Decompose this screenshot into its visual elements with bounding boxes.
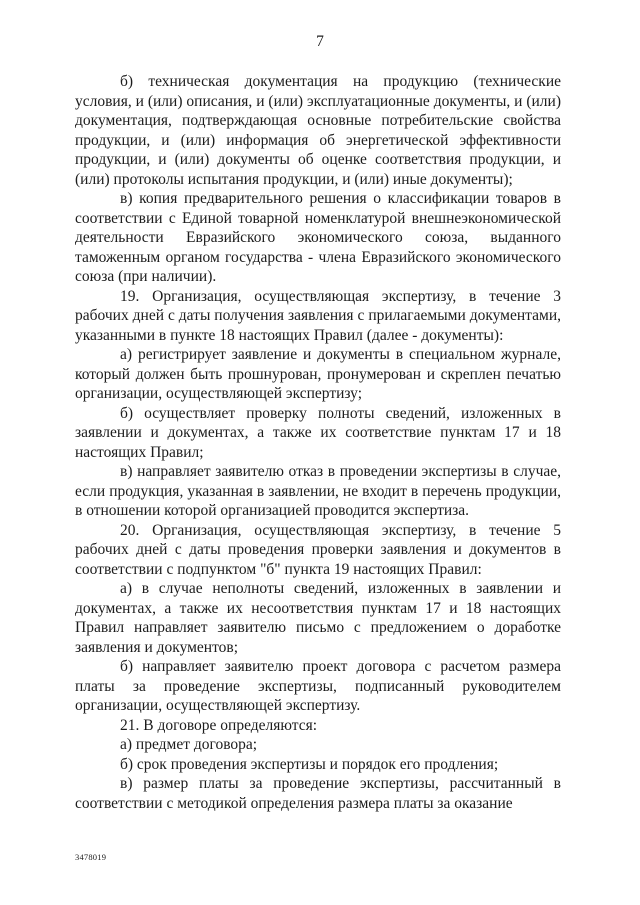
paragraph-20-b: б) направляет заявителю проект договора с расчетом размера платы за проведение экспертизы, подписанный руководителем организации, осуществляющей экспертизу. xyxy=(75,658,561,714)
paragraph-21-v: в) размер платы за проведение экспертизы, рассчитанный в соответствии с методикой определения размера платы за оказание xyxy=(75,775,561,812)
paragraph-20-a: а) в случае неполноты сведений, изложенных в заявлении и документах, а также их несоответствия пунктам 17 и 18 настоящих Правил направляет заявителю письмо с предложением о доработке заявления и документов; xyxy=(75,580,561,656)
paragraph-19-b: б) осуществляет проверку полноты сведений, изложенных в заявлении и документах, а также их соответствие пунктам 17 и 18 настоящих Правил; xyxy=(75,404,561,461)
paragraph-19-a: а) регистрирует заявление и документы в специальном журнале, который должен быть прошнурован, пронумерован и скреплен печатью организации, осуществляющей экспертизу; xyxy=(75,346,561,402)
page-number: 7 xyxy=(316,33,324,50)
paragraph-21: 21. В договоре определяются: xyxy=(120,716,318,734)
paragraph-19-v: в) направляет заявителю отказ в проведении экспертизы в случае, если продукция, указанная в заявлении, не входит в перечень продукции, в отношении которой организацией проводится экспертиза. xyxy=(75,463,561,519)
paragraph-21-a: а) предмет договора; xyxy=(120,736,258,753)
paragraph-18-v: в) копия предварительного решения о классификации товаров в соответствии с Единой товарной номенклатурой внешнеэкономической деятельности Евразийского экономического союза, выданного таможенным органом государства - члена Евразийского экономического союза (при наличии). xyxy=(75,190,561,285)
paragraph-18-b: б) техническая документация на продукцию (технические условия, и (или) описания, и (или) эксплуатационные документы, и (или) документация, подтверждающая основные потребительские свойства продукции, и (или) информация об энергетической эффективности продукции, и (или) документы об оценке соответствия продукции, и (или) протоколы испытания продукции, и (или) иные документы); xyxy=(75,73,561,188)
document-code: 3478019 xyxy=(75,852,107,862)
document-body xyxy=(75,72,561,813)
paragraph-20: 20. Организация, осуществляющая экспертизу, в течение 5 рабочих дней с даты проведения проверки заявления и документов в соответствии с подпунктом "б" пункта 19 настоящих Правил: xyxy=(75,521,561,578)
paragraph-19: 19. Организация, осуществляющая экспертизу, в течение 3 рабочих дней с даты получения заявления с прилагаемыми документами, указанными в пункте 18 настоящих Правил (далее - документы): xyxy=(75,287,561,344)
paragraph-21-b: б) срок проведения экспертизы и порядок его продления; xyxy=(120,755,499,773)
